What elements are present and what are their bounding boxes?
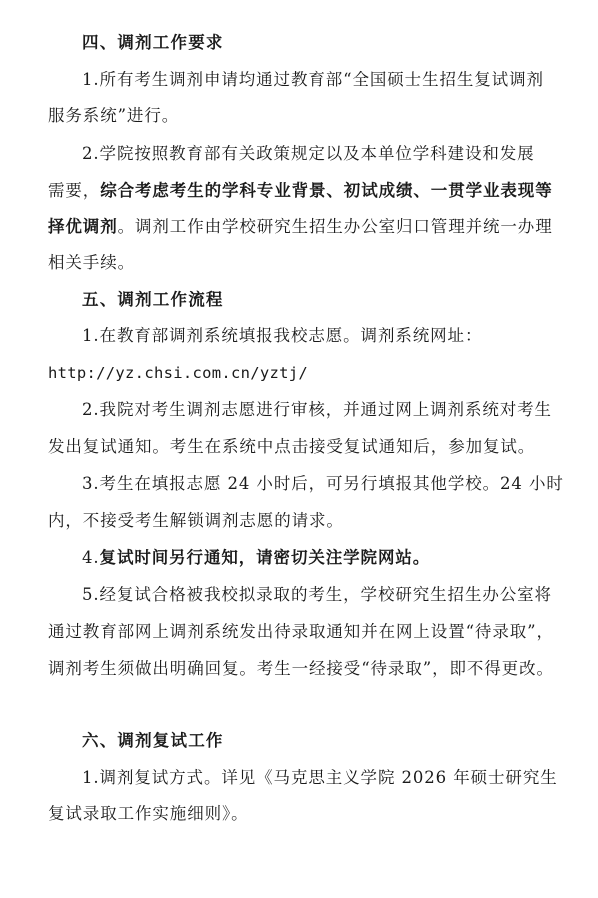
bold-text: 择优调剂	[48, 217, 118, 236]
plain-text: 需要，	[48, 181, 101, 200]
section-5-item-3-line-1: 3.考生在填报志愿 24 小时后，可另行填报其他学校。24 小时	[82, 474, 564, 493]
section-6-heading: 六、调剂复试工作	[82, 731, 224, 750]
section-4-item-2-line-3	[48, 217, 553, 237]
section-4-item-1-line-1: 1.所有考生调剂申请均通过教育部“全国硕士生招生复试调剂	[82, 70, 544, 89]
section-4-item-2-line-1: 2.学院按照教育部有关政策规定以及本单位学科建设和发展	[82, 144, 535, 163]
section-5-item-2-line-2: 发出复试通知。考生在系统中点击接受复试通知后，参加复试。	[48, 437, 536, 456]
section-5-item-1-line-1: 1.在教育部调剂系统填报我校志愿。调剂系统网址：	[82, 326, 483, 345]
section-5-item-5-line-3: 调剂考生须做出明确回复。考生一经接受“待录取”，即不得更改。	[48, 659, 554, 678]
bold-text: 综合考虑考生的学科专业背景、初试成绩、一贯学业表现等	[100, 181, 553, 200]
section-4-item-2-line-2	[48, 181, 553, 201]
section-5-item-5-line-1: 5.经复试合格被我校拟录取的考生，学校研究生招生办公室将	[82, 585, 552, 604]
section-5-item-5-line-2: 通过教育部网上调剂系统发出待录取通知并在网上设置“待录取”，	[48, 622, 554, 641]
plain-text: 。调剂工作由学校研究生招生办公室归口管理并统一办理	[117, 217, 553, 236]
section-6-item-1-line-1: 1.调剂复试方式。详见《马克思主义学院 2026 年硕士研究生	[82, 768, 558, 787]
section-5-item-4	[82, 548, 430, 568]
section-4-item-2-line-4: 相关手续。	[48, 253, 135, 272]
section-6-item-1-line-2: 复试录取工作实施细则》。	[48, 804, 249, 823]
bold-text: 复试时间另行通知，请密切关注学院网站。	[99, 548, 431, 567]
section-4-heading: 四、调剂工作要求	[82, 33, 224, 52]
section-5-item-2-line-1: 2.我院对考生调剂志愿进行审核，并通过网上调剂系统对考生	[82, 400, 552, 419]
section-4-item-1-line-2: 服务系统”进行。	[48, 106, 180, 125]
section-5-item-3-line-2: 内，不接受考生解锁调剂志愿的请求。	[48, 511, 344, 530]
section-5-heading: 五、调剂工作流程	[82, 290, 224, 309]
system-url: http://yz.chsi.com.cn/yztj/	[48, 364, 309, 382]
plain-text: 4.	[82, 548, 100, 567]
